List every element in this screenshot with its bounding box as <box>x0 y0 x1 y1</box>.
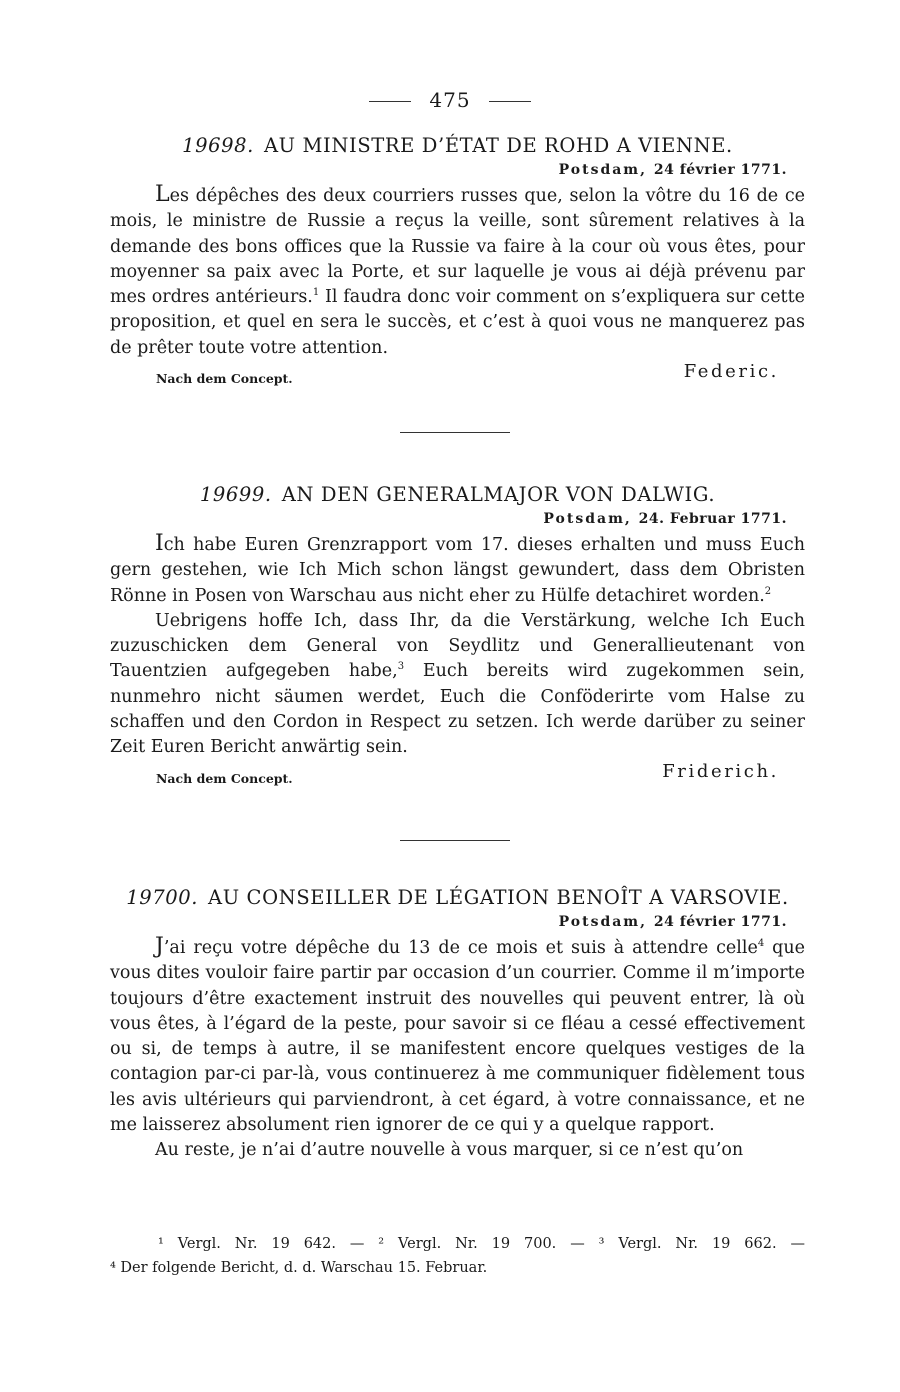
source-note: Nach dem Concept. <box>156 770 293 786</box>
footnote-ref: 2 <box>764 585 772 597</box>
letter-19700 <box>110 886 805 1164</box>
letter-number: 19699. <box>199 483 272 506</box>
place: Potsdam, <box>543 511 632 527</box>
letter-paragraph <box>110 182 805 361</box>
paragraph-text: Au reste, je n’ai d’autre nouvelle à vous marquer, si ce n’est qu’on <box>155 1140 744 1161</box>
letter-title: AU CONSEILLER DE LÉGATION BENOÎT A VARSOVIE. <box>208 886 789 909</box>
paragraph-text-cont: Euch bereits wird zugekommen sein, nunmehro nicht säumen werdet, Euch die Conföderirte vom Halse zu schaffen und den Cordon in Respect zu setzen. Ich werde darüber zu seiner Zeit Euren Bericht anwärtig sein. <box>110 661 805 758</box>
signature: Friderich. <box>662 760 779 782</box>
letter-paragraph <box>110 609 805 761</box>
letter-heading <box>110 886 805 909</box>
section-divider <box>400 840 510 841</box>
date: 24 février 1771. <box>653 162 787 178</box>
letter-footer <box>110 761 805 785</box>
source-note: Nach dem Concept. <box>156 371 293 387</box>
page-number: 475 <box>429 88 471 112</box>
section-divider <box>400 432 510 433</box>
footnote-ref: 1 <box>312 287 320 299</box>
place: Potsdam, <box>558 162 647 178</box>
letter-paragraph <box>110 531 805 609</box>
paragraph-text: Uebrigens hoffe Ich, dass Ihr, da die Verstärkung, welche Ich Euch zuzuschicken dem General von Seydlitz und Generallieutenant von Tauentzien aufgegeben habe, <box>110 610 805 682</box>
letter-title: AN DEN GENERALMAJOR VON DALWIG. <box>281 483 716 506</box>
place: Potsdam, <box>558 914 647 930</box>
page-number-line <box>0 88 900 112</box>
letter-paragraph <box>110 1138 805 1163</box>
paragraph-initial: J <box>155 934 164 959</box>
letter-number: 19700. <box>126 886 199 909</box>
footnotes <box>110 1232 805 1280</box>
letter-dateline <box>110 162 787 178</box>
letter-19699 <box>110 483 805 785</box>
footnote-line: ¹ Vergl. Nr. 19 642. — ² Vergl. Nr. 19 700. — ³ Vergl. Nr. 19 662. — <box>158 1236 805 1252</box>
paragraph-text: ’ai reçu votre dépêche du 13 de ce mois et suis à attendre celle <box>163 938 758 958</box>
right-dash <box>489 101 531 102</box>
signature: Federic. <box>683 361 779 383</box>
paragraph-initial: I <box>155 531 164 556</box>
letter-title: AU MINISTRE D’ÉTAT DE ROHD A VIENNE. <box>263 134 733 157</box>
paragraph-initial: L <box>155 182 170 207</box>
letter-dateline <box>110 914 787 930</box>
paragraph-text-cont: que vous dites vouloir faire partir par occasion d’un courrier. Comme il m’importe toujours d’être exactement instruit des nouvelles qui peuvent entrer, là où vous êtes, à l’égard de la peste, pour savoir si ce fléau a cessé effectivement ou si, de temps à autre, il se manifestent encore quelques vestiges de la contagion par-ci par-là, vous continuerez à me communiquer fidèlement tous les avis ultérieurs qui parviendront, à cet égard, à votre connaissance, et ne me laisserez absolument rien ignorer de ce qui y a quelque rapport. <box>110 938 805 1136</box>
date: 24 février 1771. <box>653 914 787 930</box>
paragraph-text: ch habe Euren Grenzrapport vom 17. dieses erhalten und muss Euch gern gestehen, wie Ich Mich schon längst gewundert, dass dem Obristen Rönne in Posen von Warschau aus nicht eher zu Hülfe detachiret worden. <box>110 535 805 606</box>
letter-heading <box>110 483 805 506</box>
left-dash <box>369 101 411 102</box>
letter-dateline <box>110 511 787 527</box>
date: 24. Februar 1771. <box>638 511 787 527</box>
footnote-ref: 4 <box>757 938 765 950</box>
footnote-ref: 3 <box>397 661 405 673</box>
footnote-line: ⁴ Der folgende Bericht, d. d. Warschau 15. Februar. <box>110 1260 488 1276</box>
paragraph-text: es dépêches des deux courriers russes que, selon la vôtre du 16 de ce mois, le ministre de Russie a reçus la veille, sont sûrement relatives à la demande des bons offices que la Russie va faire à la cour où vous êtes, pour moyenner sa paix avec la Porte, et sur laquelle je vous ai déjà prévenu par mes ordres antérieurs. <box>110 186 805 308</box>
letter-footer <box>110 361 805 385</box>
letter-19698 <box>110 134 805 385</box>
letter-number: 19698. <box>182 134 254 157</box>
letter-paragraph <box>110 934 805 1138</box>
paragraph-text-cont: Il faudra donc voir comment on s’expliquera sur cette proposition, et quel en sera le succès, et c’est à quoi vous ne manquerez pas de prêter toute votre attention. <box>110 287 805 358</box>
letter-heading <box>110 134 805 157</box>
